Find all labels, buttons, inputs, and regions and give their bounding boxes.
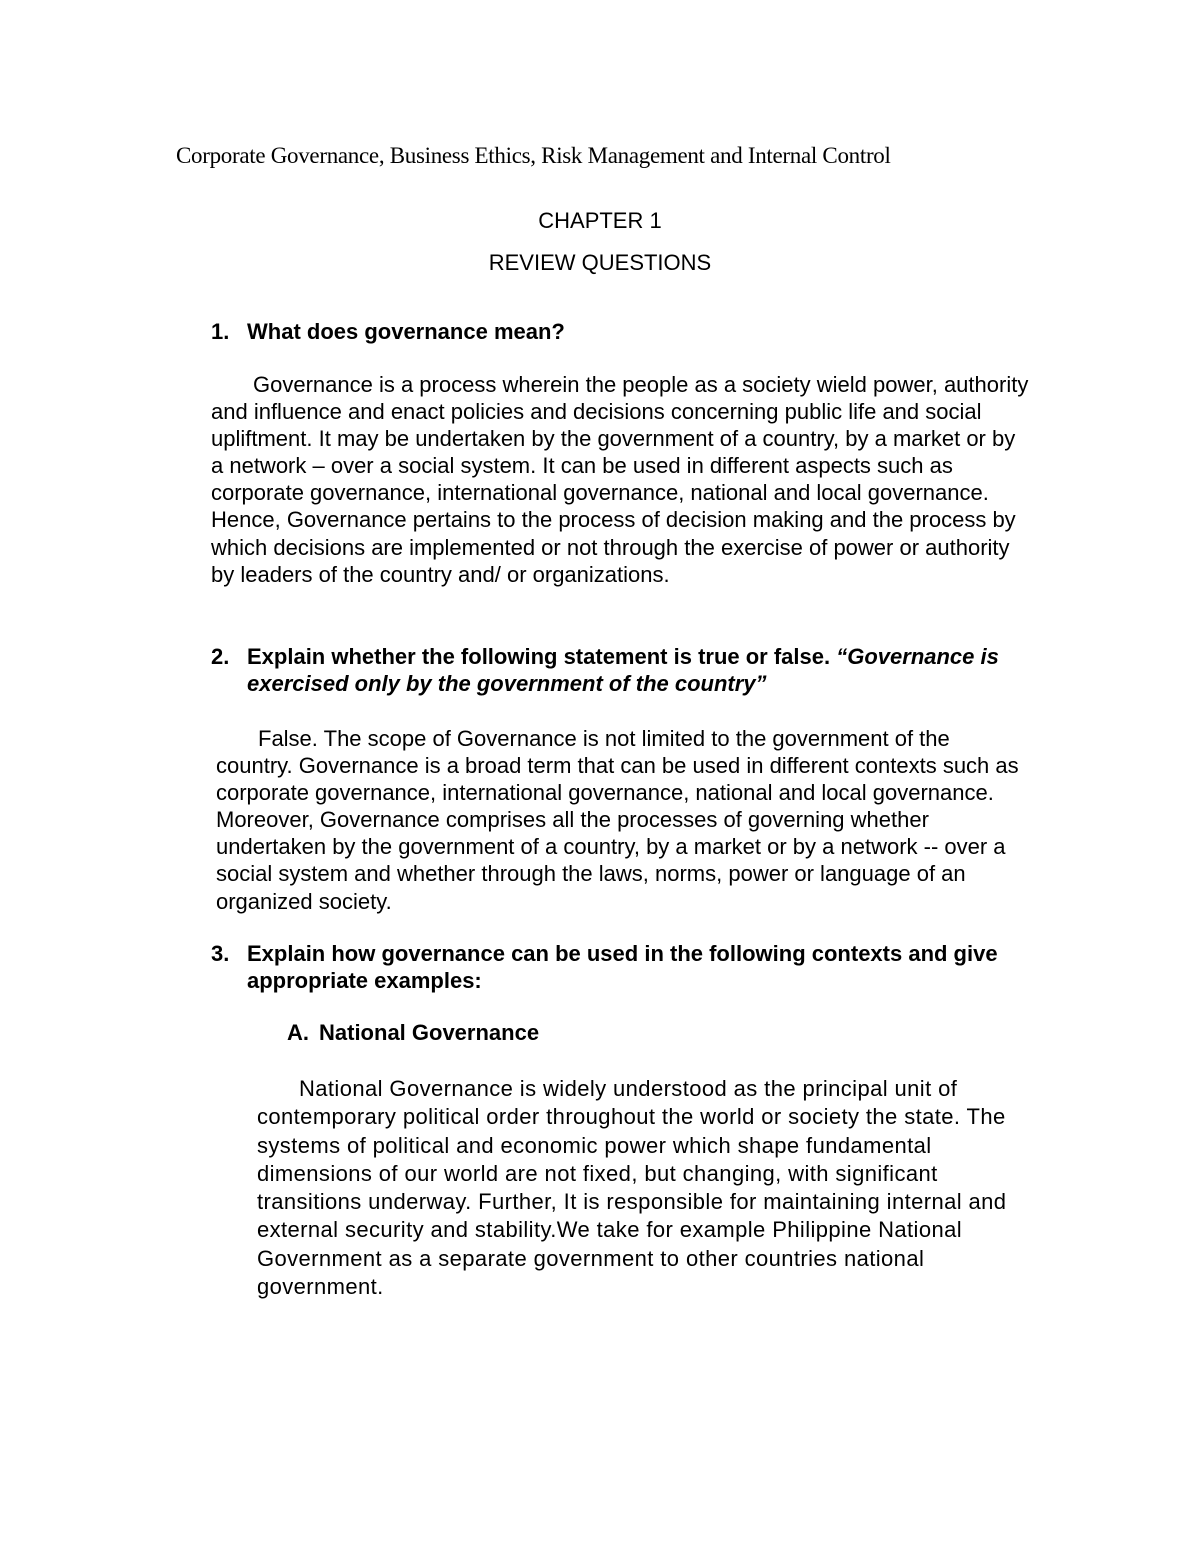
answer-3a: National Governance is widely understood as the principal unit of contemporary political order throughout the world or society the state. The systems of political and economic power which shape fundamental dimensions of our world are not fixed, but changing, with significant transitions underway. Further, It is responsible for maintaining internal and external security and stability.We take for example Philippine National Government as a separate government to other countries national government. xyxy=(257,1076,1007,1300)
course-title: Corporate Governance, Business Ethics, Risk Management and Internal Control xyxy=(176,143,891,168)
question-text xyxy=(247,643,1031,697)
question-text-plain: Explain whether the following statement is true or false. xyxy=(247,644,837,669)
answer-1: Governance is a process wherein the people as a society wield power, authority and influence and enact policies and decisions concerning public life and social upliftment. It may be undertaken by the government of a country, by a market or by a network – over a social system. It can be used in different aspects such as corporate governance, international governance, national and local governance. Hence, Governance pertains to the process of decision making and the process by which decisions are implemented or not through the exercise of power or authority by leaders of the country and/ or organizations. xyxy=(211,372,1029,587)
chapter-heading: CHAPTER 1 xyxy=(538,208,662,233)
question-number: 3. xyxy=(211,941,230,966)
sub-item-a xyxy=(287,1020,539,1046)
question-text: What does governance mean? xyxy=(247,319,565,344)
sub-item-title: National Governance xyxy=(319,1020,540,1045)
question-number: 1. xyxy=(211,319,230,344)
question-number: 2. xyxy=(211,644,230,669)
sub-item-letter: A. xyxy=(287,1020,309,1045)
question-quote: “Governance is exercised only by the government of the country” xyxy=(247,644,999,696)
section-heading: REVIEW QUESTIONS xyxy=(488,250,712,275)
question-text: Explain how governance can be used in the following contexts and give appropriate examples: xyxy=(247,941,998,993)
answer-2: False. The scope of Governance is not limited to the government of the country. Governance is a broad term that can be used in different contexts such as corporate governance, international governance, national and local governance. Moreover, Governance comprises all the processes of governing whether undertaken by the government of a country, by a market or by a network -- over a social system and whether through the laws, norms, power or language of an organized society. xyxy=(216,726,1019,914)
